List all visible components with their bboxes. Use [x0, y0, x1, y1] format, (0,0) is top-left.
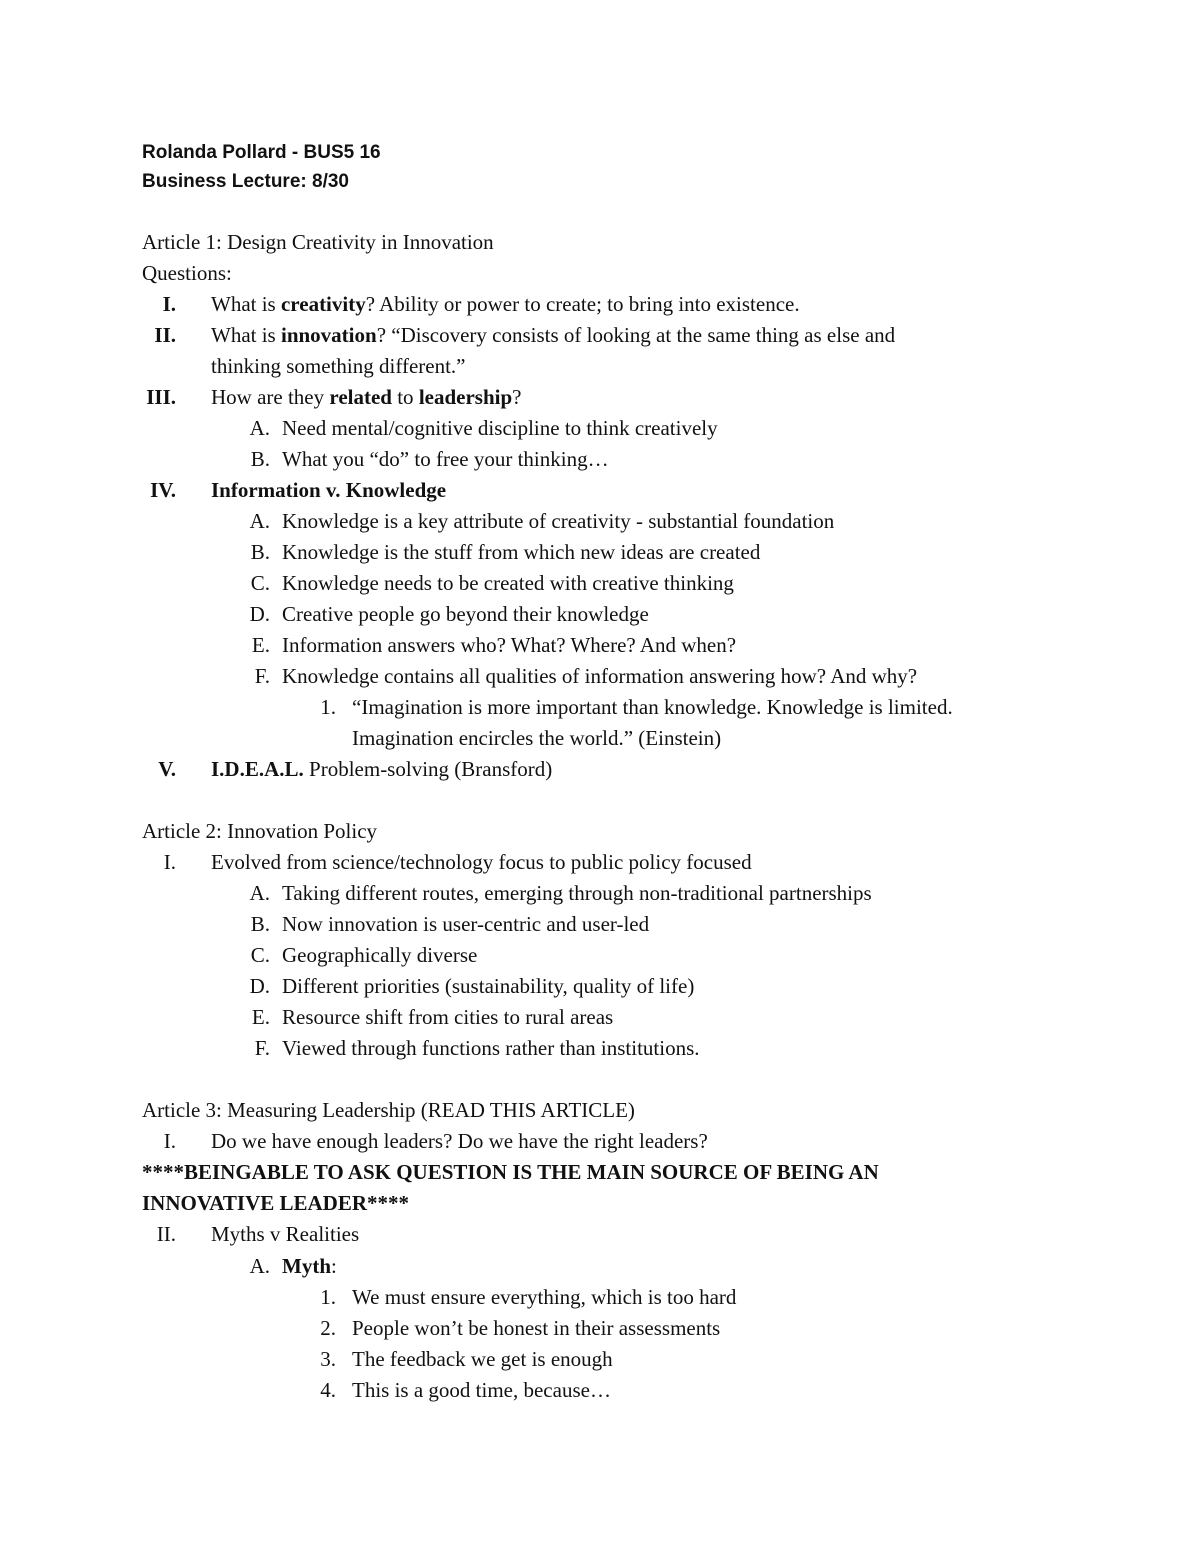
- outline-letter: F.: [254, 1036, 270, 1060]
- outline-letter: A.: [249, 509, 270, 533]
- outline-letter: C.: [250, 571, 270, 595]
- outline-item: How are they related to leadership?: [211, 385, 522, 409]
- outline-item: Information v. Knowledge: [211, 478, 447, 502]
- outline-subitem: Myth:: [282, 1254, 337, 1278]
- outline-subitem: Knowledge is a key attribute of creativity - substantial foundation: [282, 509, 835, 533]
- outline-number: I.: [163, 850, 176, 874]
- outline-subitem: Need mental/cognitive discipline to think creatively: [282, 416, 718, 440]
- outline-subitem: Creative people go beyond their knowledge: [282, 602, 649, 626]
- outline-subitem: What you “do” to free your thinking…: [282, 447, 609, 471]
- outline-number: V.: [158, 757, 176, 781]
- outline-subitem: Viewed through functions rather than institutions.: [282, 1036, 700, 1060]
- callout-line: ****BEINGABLE TO ASK QUESTION IS THE MAIN SOURCE OF BEING AN: [142, 1160, 879, 1184]
- outline-item: What is creativity? Ability or power to create; to bring into existence.: [211, 292, 800, 316]
- outline-item: Evolved from science/technology focus to public policy focused: [211, 850, 752, 874]
- outline-letter: E.: [251, 633, 270, 657]
- outline-letter: F.: [254, 664, 270, 688]
- myth-item: People won’t be honest in their assessments: [352, 1316, 721, 1340]
- questions-label: Questions:: [142, 261, 232, 285]
- outline-item-continuation: thinking something different.”: [211, 354, 466, 378]
- outline-number: IV.: [150, 478, 176, 502]
- outline-number: I.: [162, 292, 176, 316]
- outline-letter: A.: [249, 1254, 270, 1278]
- outline-letter: A.: [249, 881, 270, 905]
- callout-line-continuation: INNOVATIVE LEADER****: [142, 1191, 410, 1215]
- outline-letter: D.: [249, 602, 270, 626]
- outline-numeral: 1.: [320, 695, 336, 719]
- outline-letter: E.: [251, 1005, 270, 1029]
- myth-item: This is a good time, because…: [352, 1378, 611, 1402]
- outline-item: Do we have enough leaders? Do we have the right leaders?: [211, 1129, 708, 1153]
- einstein-quote-continuation: Imagination encircles the world.” (Einstein): [352, 726, 722, 750]
- outline-numeral: 3.: [320, 1347, 336, 1371]
- outline-numeral: 4.: [320, 1378, 336, 1402]
- outline-item: I.D.E.A.L. Problem-solving (Bransford): [211, 757, 553, 781]
- outline-item: Myths v Realities: [211, 1222, 360, 1246]
- outline-subitem: Geographically diverse: [282, 943, 478, 967]
- outline-subitem: Resource shift from cities to rural areas: [282, 1005, 614, 1029]
- outline-number: I.: [163, 1129, 176, 1153]
- outline-subitem: Knowledge is the stuff from which new ideas are created: [282, 540, 761, 564]
- outline-numeral: 2.: [320, 1316, 336, 1340]
- myth-item: The feedback we get is enough: [352, 1347, 613, 1371]
- outline-number: III.: [146, 385, 176, 409]
- outline-subitem: Taking different routes, emerging through non-traditional partnerships: [282, 881, 872, 905]
- outline-subitem: Different priorities (sustainability, quality of life): [282, 974, 695, 998]
- article1-title: Article 1: Design Creativity in Innovation: [142, 230, 494, 254]
- outline-subitem: Now innovation is user-centric and user-led: [282, 912, 650, 936]
- article3-title: Article 3: Measuring Leadership (READ THIS ARTICLE): [142, 1098, 635, 1122]
- einstein-quote: “Imagination is more important than knowledge. Knowledge is limited.: [352, 695, 953, 719]
- outline-letter: B.: [250, 912, 270, 936]
- outline-numeral: 1.: [320, 1285, 336, 1309]
- outline-letter: D.: [249, 974, 270, 998]
- outline-subitem: Knowledge needs to be created with creative thinking: [282, 571, 734, 595]
- page-subtitle: Business Lecture: 8/30: [142, 171, 349, 192]
- outline-subitem: Knowledge contains all qualities of information answering how? And why?: [282, 664, 918, 688]
- outline-letter: B.: [250, 447, 270, 471]
- outline-subitem: Information answers who? What? Where? And when?: [282, 633, 737, 657]
- outline-item: What is innovation? “Discovery consists of looking at the same thing as else and: [211, 323, 896, 347]
- article2-title: Article 2: Innovation Policy: [142, 819, 378, 843]
- myth-item: We must ensure everything, which is too hard: [352, 1285, 737, 1309]
- outline-letter: A.: [249, 416, 270, 440]
- page-title: Rolanda Pollard - BUS5 16: [142, 142, 381, 163]
- outline-number: II.: [156, 1222, 176, 1246]
- outline-letter: B.: [250, 540, 270, 564]
- outline-number: II.: [154, 323, 176, 347]
- outline-letter: C.: [250, 943, 270, 967]
